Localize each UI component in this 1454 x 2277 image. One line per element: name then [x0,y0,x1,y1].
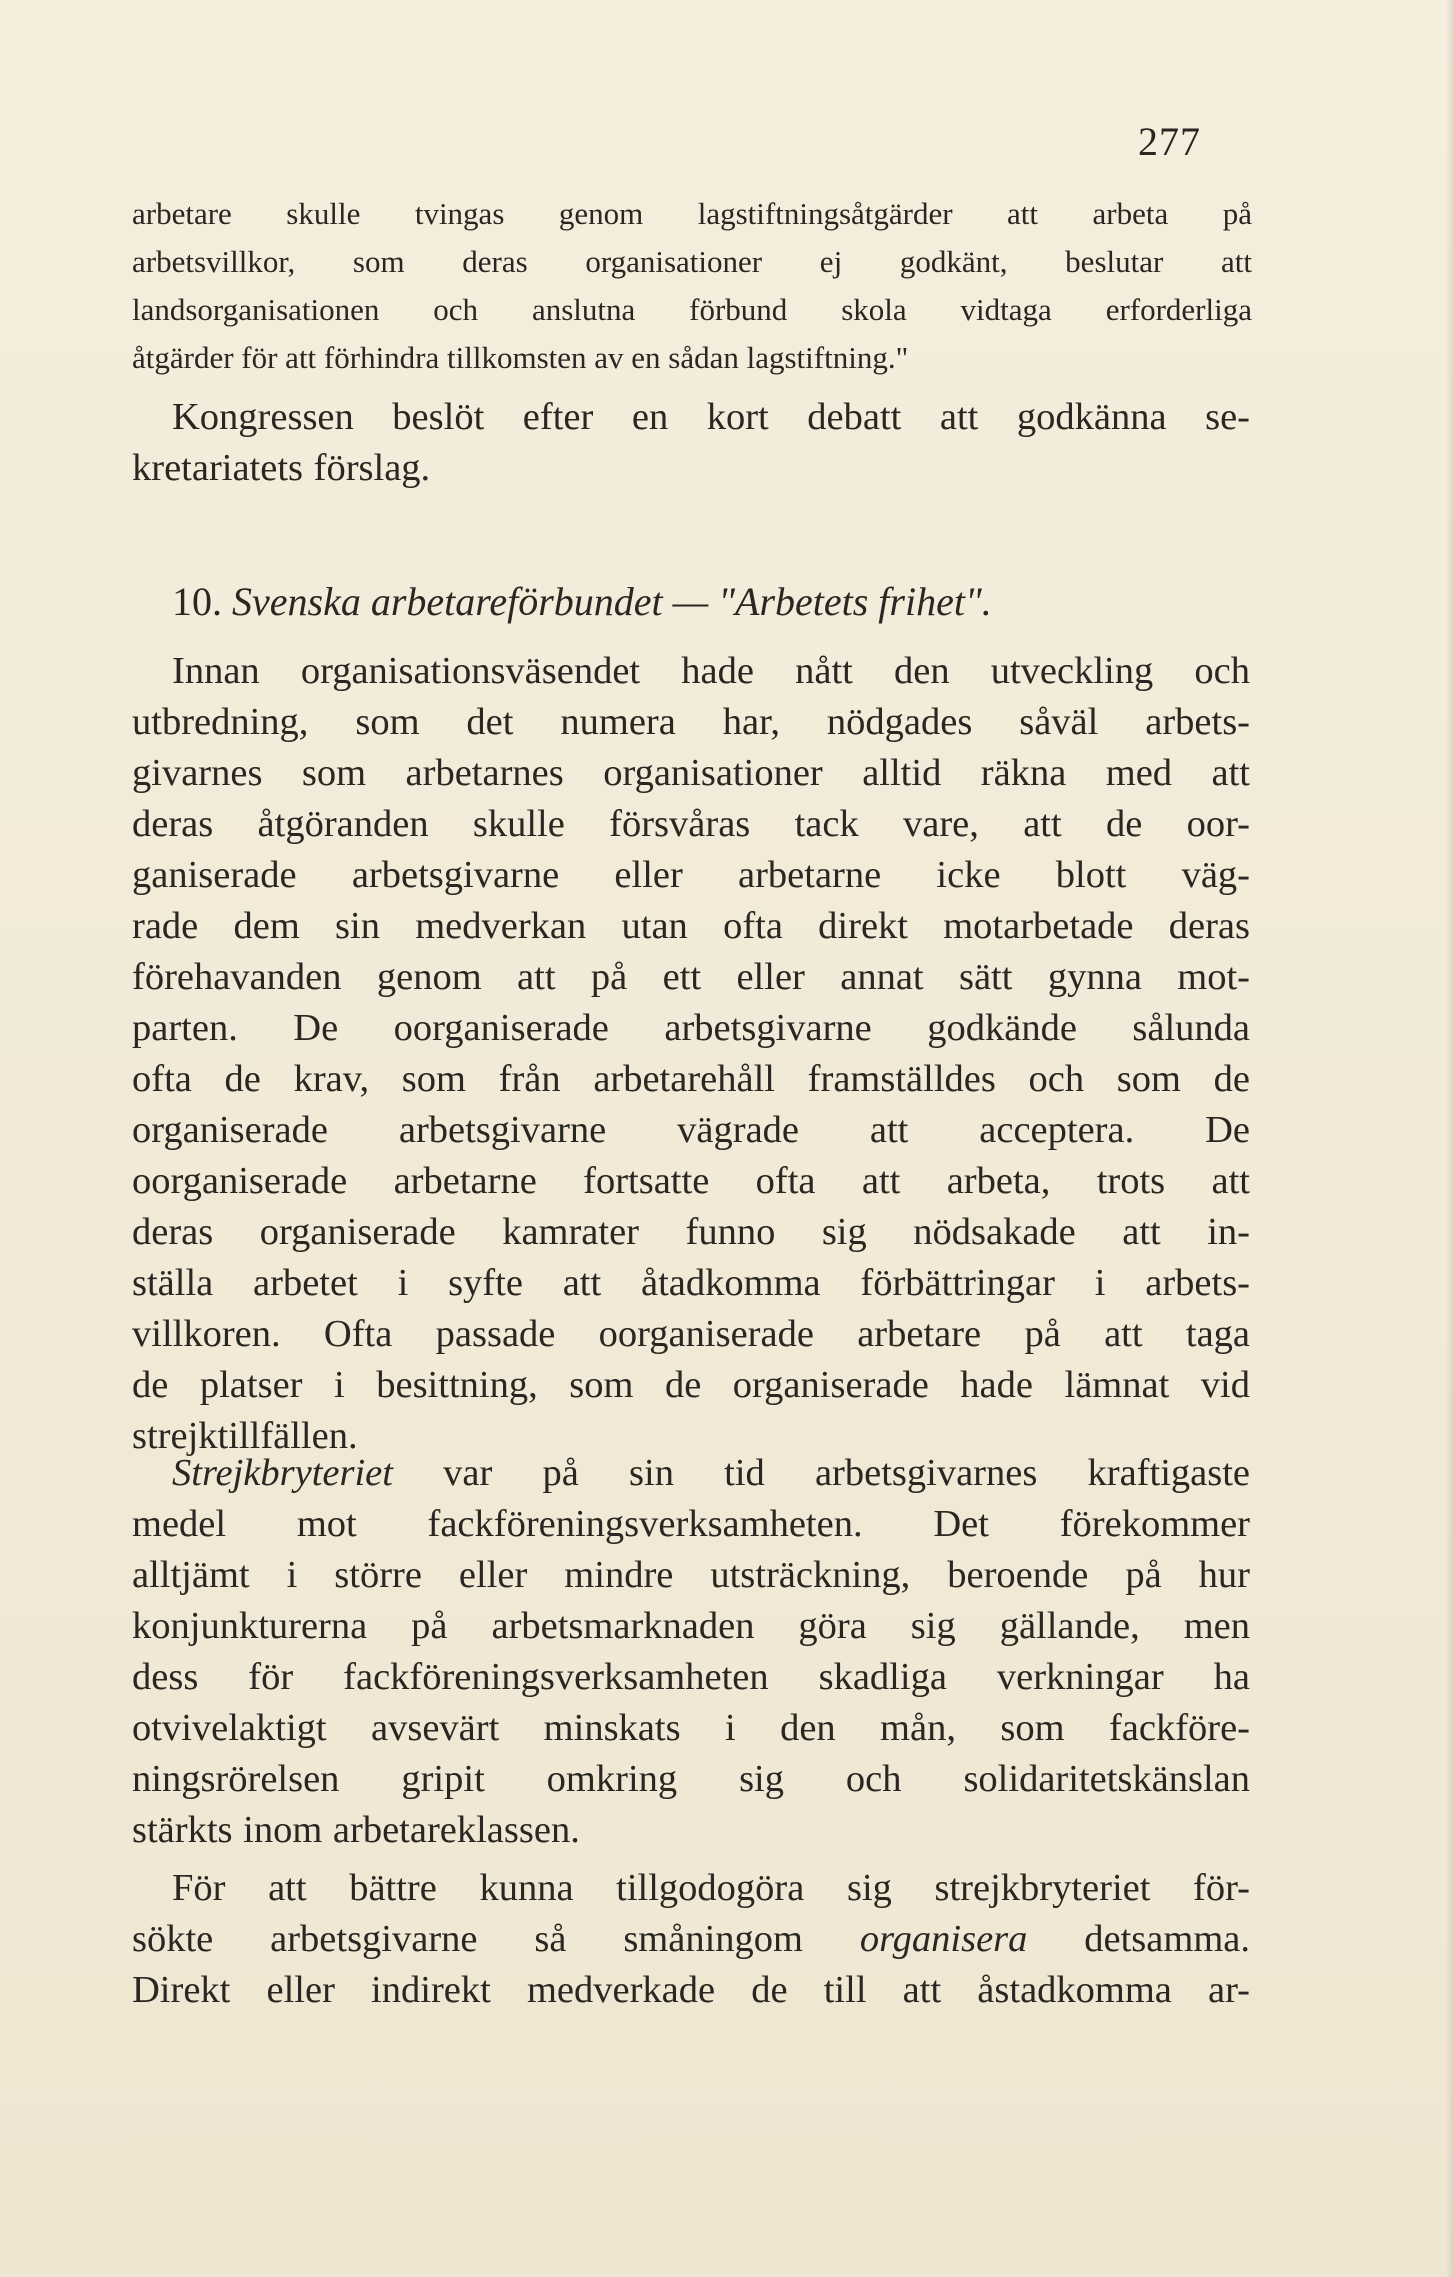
quote-line: arbetare skulle tvingas genom lagstiftningsåtgärder att arbeta på [132,196,1252,231]
paragraph-line: rade dem sin medverkan utan ofta direkt motarbetade deras [132,905,1250,947]
paragraph-line: deras organiserade kamrater funno sig nödsakade att in- [132,1211,1250,1253]
paragraph-line: ningsrörelsen gripit omkring sig och solidaritetskänslan [132,1758,1250,1800]
paragraph-strejkbryteriet [132,1448,1250,1856]
page-edge-shadow [1446,0,1454,2277]
paragraph-line [132,1448,1250,1499]
paragraph-line: villkoren. Ofta passade oorganiserade arbetare på att taga [132,1313,1250,1355]
quote-line: landsorganisationen och anslutna förbund skola vidtaga erforderliga [132,292,1252,327]
paragraph-line: deras åtgöranden skulle försvåras tack vare, att de oor- [132,803,1250,845]
paragraph-line: alltjämt i större eller mindre utsträckning, beroende på hur [132,1554,1250,1596]
paragraph-line-text: detsamma. [1027,1918,1250,1960]
quote-block [132,190,1252,382]
paragraph-line: parten. De oorganiserade arbetsgivarne godkände sålunda [132,1007,1250,1049]
paragraph-line: strejktillfällen. [132,1415,358,1457]
section-number: 10. [172,579,222,624]
paragraph-line: utbredning, som det numera har, nödgades såväl arbets- [132,701,1250,743]
paragraph-line: givarnes som arbetarnes organisationer alltid räkna med att [132,752,1250,794]
paragraph-line: medel mot fackföreningsverksamheten. Det förekommer [132,1503,1250,1545]
paragraph-line: konjunkturerna på arbetsmarknaden göra sig gällande, men [132,1605,1250,1647]
quote-line: åtgärder för att förhindra tillkomsten av en sådan lagstiftning." [132,340,909,375]
paragraph-line: stärkts inom arbetareklassen. [132,1809,580,1851]
paragraph-line: dess för fackföreningsverksamheten skadliga verkningar ha [132,1656,1250,1698]
paragraph-line: För att bättre kunna tillgodogöra sig strejkbryteriet för- [172,1867,1250,1909]
paragraph-line: ofta de krav, som från arbetarehåll framställdes och som de [132,1058,1250,1100]
paragraph-kongress [132,392,1250,494]
paragraph-line: Direkt eller indirekt medverkade de till att åstadkomma ar- [132,1969,1250,2011]
paragraph-line: Kongressen beslöt efter en kort debatt att godkänna se- [172,396,1250,438]
paragraph-line: ställa arbetet i syfte att åtadkomma förbättringar i arbets- [132,1262,1250,1304]
quote-line: arbetsvillkor, som deras organisationer ej godkänt, beslutar att [132,244,1252,279]
paragraph-for-att [132,1863,1250,2016]
emphasis-text: organisera [859,1918,1028,1960]
section-heading [132,576,1250,628]
paragraph-line: Innan organisationsväsendet hade nått den utveckling och [172,650,1250,692]
page-number: 277 [1138,119,1201,164]
paragraph-line: oorganiserade arbetarne fortsatte ofta att arbeta, trots att [132,1160,1250,1202]
paragraph-line-text: var på sin tid arbetsgivarnes kraftigaste [392,1452,1250,1494]
paragraph-line: ganiserade arbetsgivarne eller arbetarne icke blott väg- [132,854,1250,896]
paragraph-line: kretariatets förslag. [132,447,431,489]
paragraph-innan [132,646,1250,1462]
section-title: Svenska arbetareförbundet — "Arbetets frihet". [232,579,992,624]
paragraph-line: organiserade arbetsgivarne vägrade att acceptera. De [132,1109,1250,1151]
paragraph-line [132,1914,1250,1965]
emphasis-text: Strejkbryteriet [172,1452,393,1494]
paragraph-line: förehavanden genom att på ett eller annat sätt gynna mot- [132,956,1250,998]
paragraph-line: de platser i besittning, som de organiserade hade lämnat vid [132,1364,1250,1406]
paragraph-line: otvivelaktigt avsevärt minskats i den mån, som fackföre- [132,1707,1250,1749]
paragraph-line-text: sökte arbetsgivarne så småningom [132,1918,860,1960]
